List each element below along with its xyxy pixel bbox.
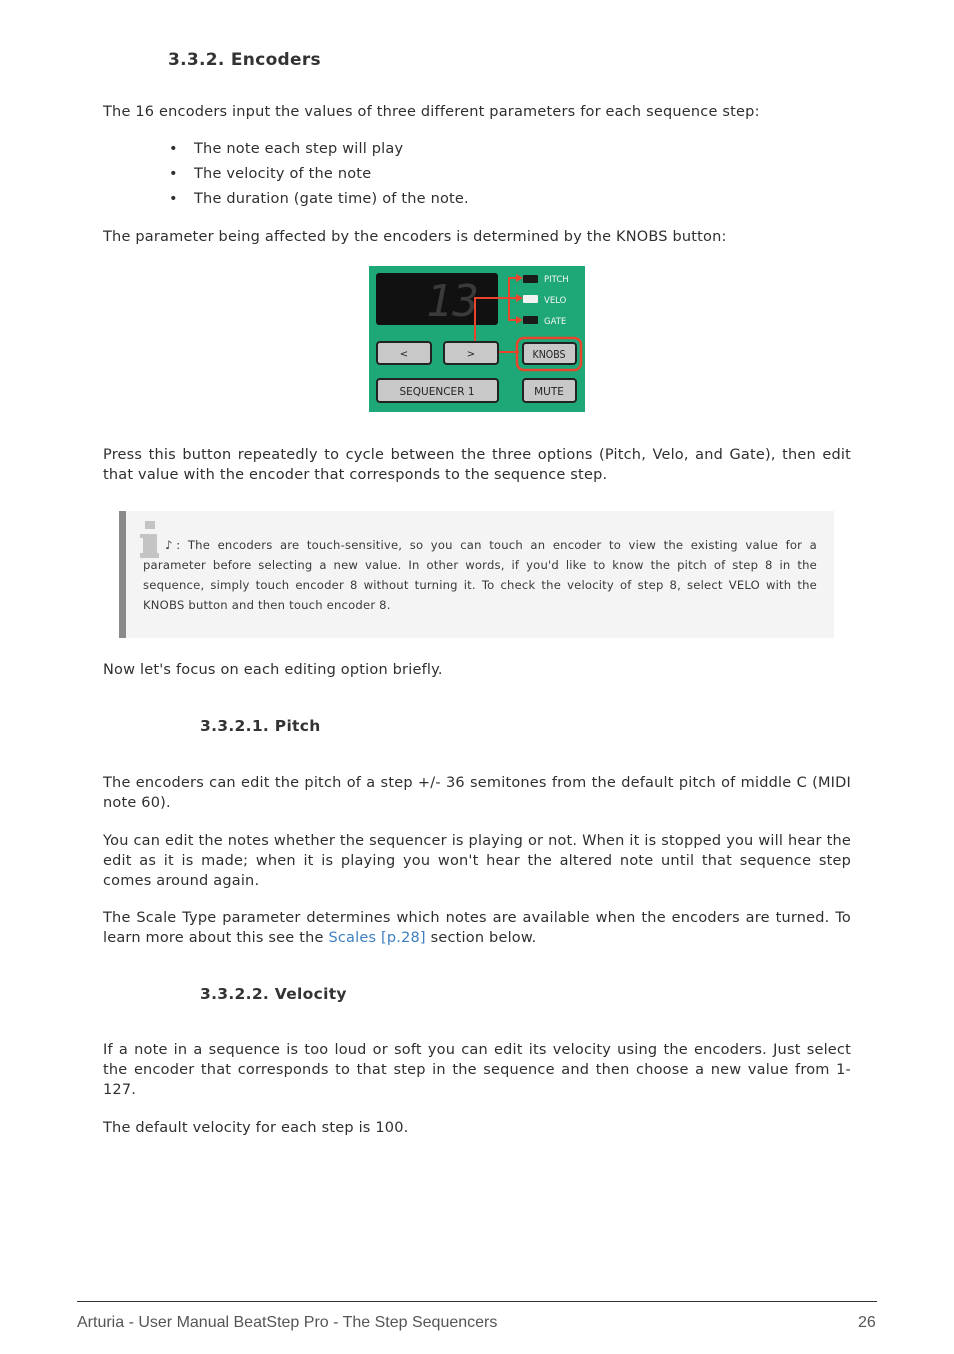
pitch-paragraph-3-tail: section below. xyxy=(425,930,537,946)
velo-label: VELO xyxy=(544,296,567,306)
list-item: • The velocity of the note xyxy=(168,164,469,189)
section-title: 3.3.2. Encoders xyxy=(168,50,321,70)
pitch-paragraph-3 xyxy=(103,908,851,948)
focus-paragraph: Now let's focus on each editing option briefly. xyxy=(103,662,443,678)
prev-label: < xyxy=(399,349,409,360)
gate-led xyxy=(523,316,538,324)
pitch-label: PITCH xyxy=(544,275,569,285)
velo-led xyxy=(523,295,538,303)
pitch-heading: 3.3.2.1. Pitch xyxy=(200,717,321,735)
velocity-paragraph-2: The default velocity for each step is 100. xyxy=(103,1120,409,1136)
knobs-button-illustration xyxy=(369,266,585,412)
pitch-led xyxy=(523,275,538,283)
sequencer-label: SEQUENCER 1 xyxy=(399,386,475,398)
display-value: 13 xyxy=(426,276,479,327)
info-note xyxy=(119,511,834,638)
knobs-label: KNOBS xyxy=(532,349,566,361)
parameter-list xyxy=(168,139,469,214)
note-accent-bar xyxy=(119,511,126,638)
scales-link[interactable]: Scales [p.28] xyxy=(328,930,426,946)
page-number: 26 xyxy=(858,1314,876,1331)
gate-label: GATE xyxy=(544,317,567,327)
intro-paragraph: The 16 encoders input the values of three different parameters for each sequence step: xyxy=(103,104,760,120)
velocity-heading: 3.3.2.2. Velocity xyxy=(200,985,347,1003)
pitch-paragraph-1: The encoders can edit the pitch of a step +/- 36 semitones from the default pitch of middle C (MIDI note 60). xyxy=(103,775,851,811)
pitch-paragraph-3-text: The Scale Type parameter determines which notes are available when the encoders are turned. To learn more about this see the xyxy=(103,910,851,946)
list-item: • The duration (gate time) of the note. xyxy=(168,189,469,214)
footer-divider xyxy=(77,1301,877,1302)
mute-label: MUTE xyxy=(534,386,564,398)
next-label: > xyxy=(466,349,476,360)
knobs-paragraph: The parameter being affected by the encoders is determined by the KNOBS button: xyxy=(103,229,727,245)
list-item: • The note each step will play xyxy=(168,139,469,164)
footer-title: Arturia - User Manual BeatStep Pro - The Step Sequencers xyxy=(77,1314,498,1331)
note-text: ♪: The encoders are touch-sensitive, so you can touch an encoder to view the existing value for a parameter before selecting a new value. In other words, if you'd like to know the pitch of step 8 in the sequence, simply touch encoder 8 without turning it. To check the velocity of step 8, select VELO with the KNOBS button and then touch encoder 8. xyxy=(143,538,817,612)
velocity-paragraph-1: If a note in a sequence is too loud or soft you can edit its velocity using the encoders. Just select the encoder that corresponds to that step in the sequence and then choose a new value from 1-127. xyxy=(103,1042,851,1098)
press-paragraph: Press this button repeatedly to cycle between the three options (Pitch, Velo, and Gate), then edit that value with the encoder that corresponds to the sequence step. xyxy=(103,447,851,483)
pitch-paragraph-2: You can edit the notes whether the sequencer is playing or not. When it is stopped you will hear the edit as it is made; when it is playing you won't hear the altered note until that sequence step comes around again. xyxy=(103,833,851,889)
